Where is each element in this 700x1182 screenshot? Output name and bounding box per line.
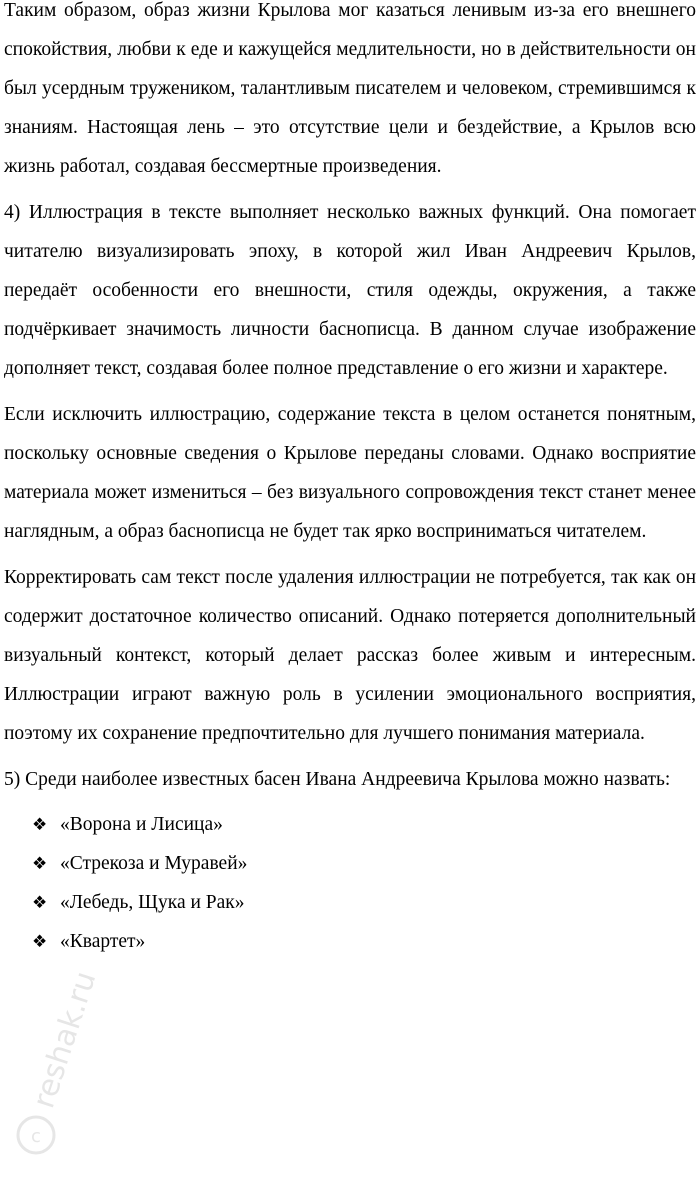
list-item — [32, 922, 696, 961]
diamond-bullet-icon: ❖ — [32, 815, 48, 834]
diamond-bullet-icon: ❖ — [32, 854, 48, 873]
fable-title: «Стрекоза и Муравей» — [60, 853, 248, 874]
fable-title: «Лебедь, Щука и Рак» — [60, 892, 245, 913]
fables-list-intro: 5) Среди наиболее известных басен Ивана Андреевича Крылова можно назвать: — [4, 769, 671, 790]
paragraph-conclusion: Таким образом, образ жизни Крылова мог казаться ленивым из-за его внешнего спокойствия, любви к еде и кажущейся медлительности, но в действительности он был усердным тружеником, талантливым писателем и человеком, стремившимся к знаниям. Настоящая лень – это отсутствие цели и бездействие, а Крылов всю жизнь работал, создавая бессмертные произведения. — [4, 0, 696, 177]
watermark-logo-icon — [12, 960, 132, 1180]
diamond-bullet-icon: ❖ — [32, 932, 48, 951]
list-item — [32, 805, 696, 844]
watermark-text: reshak.ru — [26, 967, 104, 1113]
list-item — [32, 883, 696, 922]
paragraph-without-illustration: Если исключить иллюстрацию, содержание текста в целом останется понятным, поскольку основные сведения о Крылове переданы словами. Однако восприятие материала может измениться – без визуального сопровождения текст станет менее наглядным, а образ баснописца не будет так ярко восприниматься читателем. — [4, 404, 696, 542]
paragraph-illustration-functions: 4) Иллюстрация в тексте выполняет несколько важных функций. Она помогает читателю визуализировать эпоху, в которой жил Иван Андреевич Крылов, передаёт особенности его внешности, стиля одежды, окружения, а также подчёркивает значимость личности баснописца. В данном случае изображение дополняет текст, создавая более полное представление о его жизни и характере. — [4, 202, 696, 379]
fable-title: «Ворона и Лисица» — [60, 814, 223, 835]
list-item — [32, 844, 696, 883]
paragraph-text-correction: Корректировать сам текст после удаления иллюстрации не потребуется, так как он содержит достаточное количество описаний. Однако потеряется дополнительный визуальный контекст, который делает рассказ более живым и интересным. Иллюстрации играют важную роль в усилении эмоционального восприятия, поэтому их сохранение предпочтительно для лучшего понимания материала. — [4, 567, 696, 744]
document-page — [4, 0, 696, 961]
fables-list — [4, 805, 696, 961]
diamond-bullet-icon: ❖ — [32, 893, 48, 912]
fable-title: «Квартет» — [60, 931, 146, 952]
svg-text:c: c — [31, 1126, 41, 1147]
